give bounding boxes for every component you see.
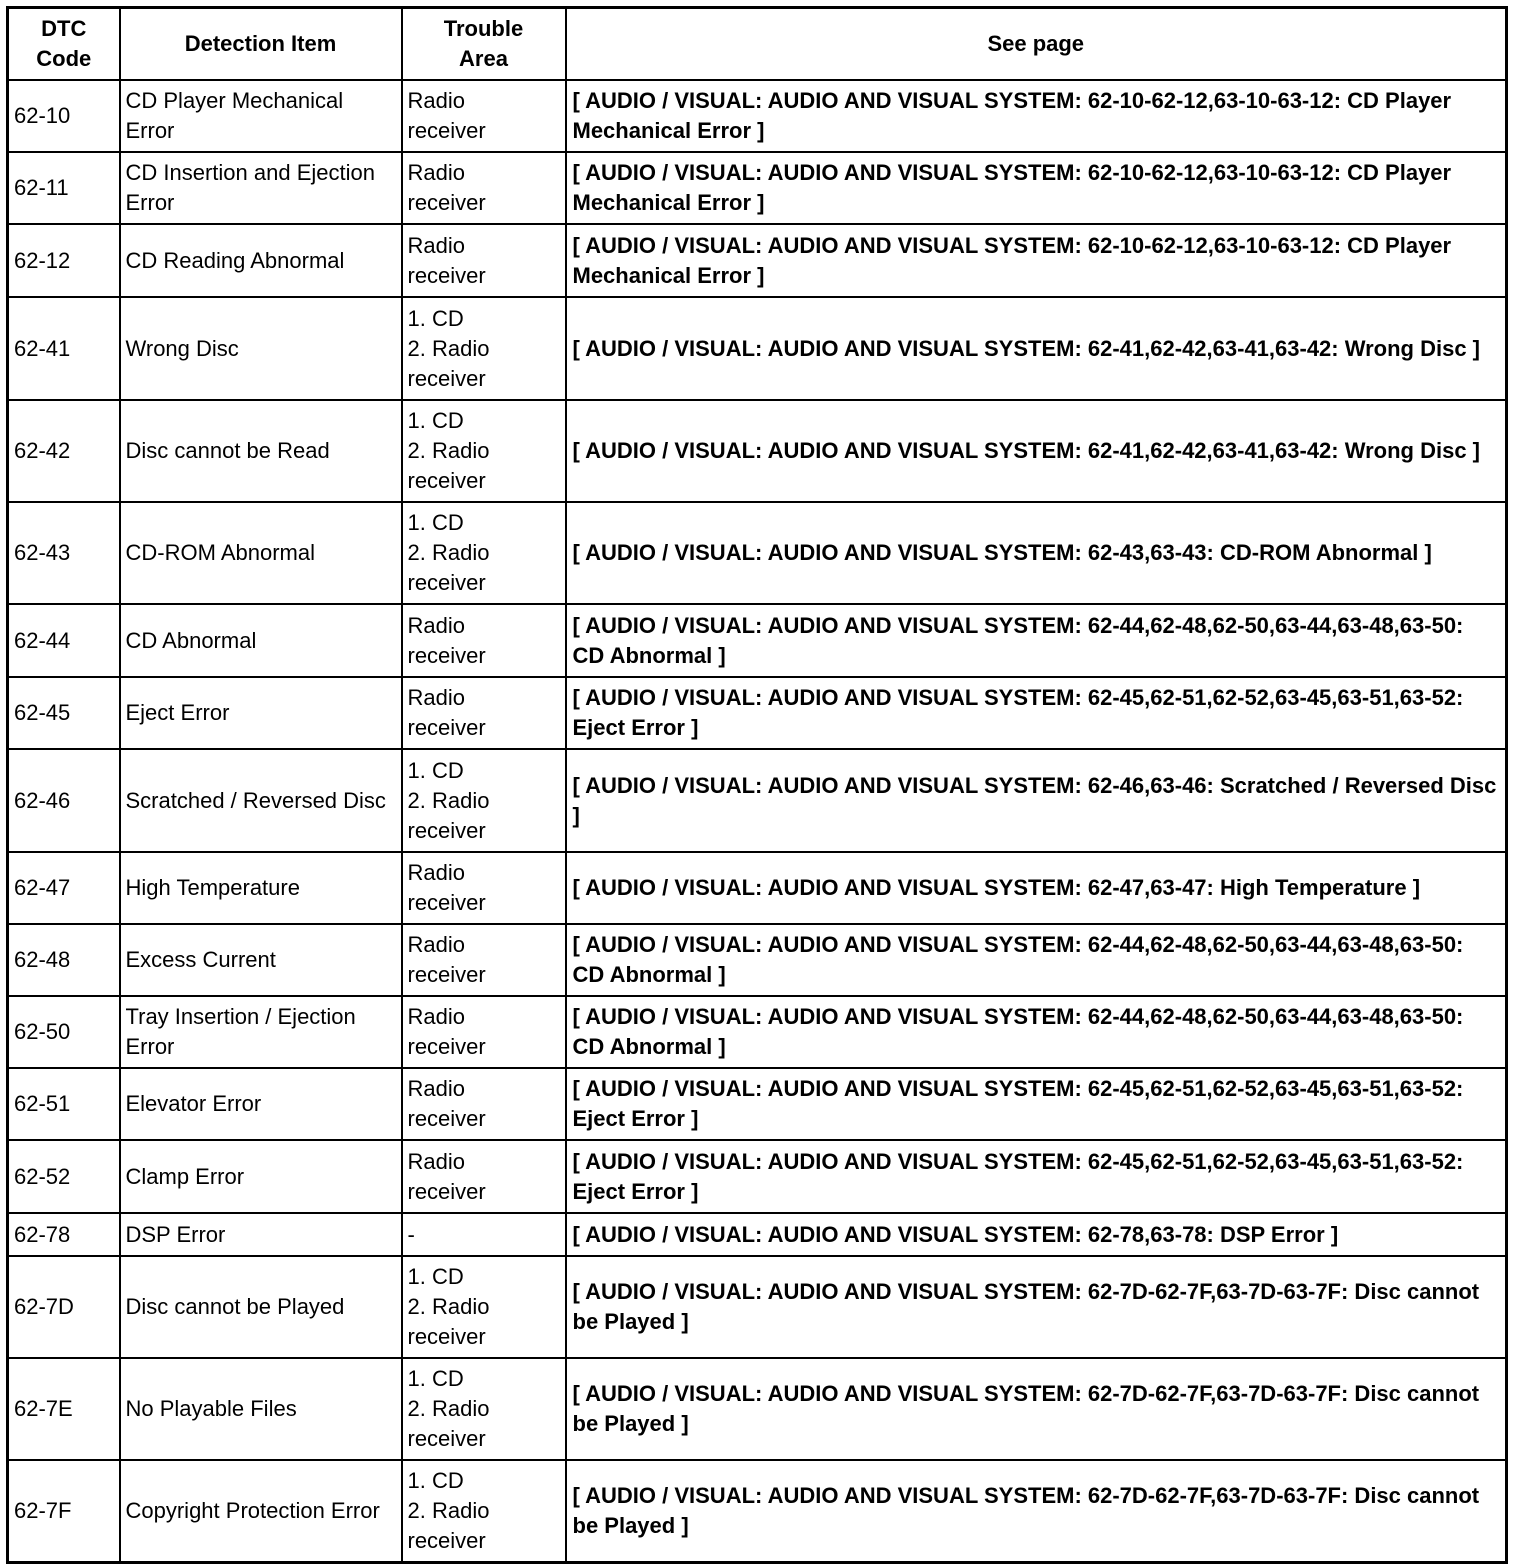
trouble-area-cell: Radio receiver (402, 1140, 566, 1213)
see-page-link[interactable]: [ AUDIO / VISUAL: AUDIO AND VISUAL SYSTEM: 62-44,62-48,62-50,63-44,63-48,63-50: CD Abnormal ] (566, 996, 1507, 1068)
dtc-code-cell: 62-47 (8, 852, 120, 924)
trouble-area-cell: Radio receiver (402, 152, 566, 224)
detection-item-cell: Wrong Disc (120, 297, 402, 400)
see-page-link[interactable]: [ AUDIO / VISUAL: AUDIO AND VISUAL SYSTEM: 62-45,62-51,62-52,63-45,63-51,63-52: Eject Error ] (566, 677, 1507, 749)
see-page-link[interactable]: [ AUDIO / VISUAL: AUDIO AND VISUAL SYSTEM: 62-46,63-46: Scratched / Reversed Disc ] (566, 749, 1507, 852)
trouble-area-cell: 1. CD 2. Radio receiver (402, 1460, 566, 1562)
detection-item-cell: CD Abnormal (120, 604, 402, 677)
header-trouble-area: Trouble Area (402, 8, 566, 81)
trouble-area-cell: Radio receiver (402, 80, 566, 152)
table-row (8, 297, 1507, 400)
see-page-link[interactable]: [ AUDIO / VISUAL: AUDIO AND VISUAL SYSTEM: 62-44,62-48,62-50,63-44,63-48,63-50: CD Abnormal ] (566, 604, 1507, 677)
table-row (8, 224, 1507, 297)
table-row (8, 1460, 1507, 1562)
header-detection-item: Detection Item (120, 8, 402, 81)
trouble-area-cell: 1. CD 2. Radio receiver (402, 749, 566, 852)
detection-item-cell: CD Player Mechanical Error (120, 80, 402, 152)
see-page-link[interactable]: [ AUDIO / VISUAL: AUDIO AND VISUAL SYSTEM: 62-10-62-12,63-10-63-12: CD Player Mechanical Error ] (566, 224, 1507, 297)
table-row (8, 604, 1507, 677)
trouble-area-cell: 1. CD 2. Radio receiver (402, 502, 566, 604)
detection-item-cell: No Playable Files (120, 1358, 402, 1460)
trouble-area-cell: - (402, 1213, 566, 1256)
dtc-code-cell: 62-7F (8, 1460, 120, 1562)
see-page-link[interactable]: [ AUDIO / VISUAL: AUDIO AND VISUAL SYSTEM: 62-41,62-42,63-41,63-42: Wrong Disc ] (566, 297, 1507, 400)
table-row (8, 852, 1507, 924)
trouble-area-cell: 1. CD 2. Radio receiver (402, 1256, 566, 1358)
trouble-area-cell: Radio receiver (402, 224, 566, 297)
table-row (8, 996, 1507, 1068)
see-page-link[interactable]: [ AUDIO / VISUAL: AUDIO AND VISUAL SYSTEM: 62-45,62-51,62-52,63-45,63-51,63-52: Eject Error ] (566, 1068, 1507, 1140)
dtc-table (6, 6, 1508, 1564)
header-see-page: See page (566, 8, 1507, 81)
trouble-area-cell: 1. CD 2. Radio receiver (402, 1358, 566, 1460)
dtc-code-cell: 62-42 (8, 400, 120, 502)
detection-item-cell: Disc cannot be Played (120, 1256, 402, 1358)
table-row (8, 1256, 1507, 1358)
table-row (8, 924, 1507, 996)
detection-item-cell: DSP Error (120, 1213, 402, 1256)
dtc-code-cell: 62-51 (8, 1068, 120, 1140)
table-row (8, 677, 1507, 749)
trouble-area-cell: Radio receiver (402, 677, 566, 749)
see-page-link[interactable]: [ AUDIO / VISUAL: AUDIO AND VISUAL SYSTEM: 62-7D-62-7F,63-7D-63-7F: Disc cannot be Played ] (566, 1358, 1507, 1460)
trouble-area-cell: Radio receiver (402, 852, 566, 924)
detection-item-cell: CD Reading Abnormal (120, 224, 402, 297)
detection-item-cell: Eject Error (120, 677, 402, 749)
dtc-code-cell: 62-7E (8, 1358, 120, 1460)
trouble-area-cell: Radio receiver (402, 924, 566, 996)
table-row (8, 400, 1507, 502)
detection-item-cell: Clamp Error (120, 1140, 402, 1213)
see-page-link[interactable]: [ AUDIO / VISUAL: AUDIO AND VISUAL SYSTEM: 62-78,63-78: DSP Error ] (566, 1213, 1507, 1256)
dtc-code-cell: 62-46 (8, 749, 120, 852)
table-row (8, 502, 1507, 604)
see-page-link[interactable]: [ AUDIO / VISUAL: AUDIO AND VISUAL SYSTEM: 62-43,63-43: CD-ROM Abnormal ] (566, 502, 1507, 604)
see-page-link[interactable]: [ AUDIO / VISUAL: AUDIO AND VISUAL SYSTEM: 62-7D-62-7F,63-7D-63-7F: Disc cannot be Played ] (566, 1256, 1507, 1358)
detection-item-cell: Tray Insertion / Ejection Error (120, 996, 402, 1068)
detection-item-cell: Excess Current (120, 924, 402, 996)
dtc-code-cell: 62-44 (8, 604, 120, 677)
see-page-link[interactable]: [ AUDIO / VISUAL: AUDIO AND VISUAL SYSTEM: 62-10-62-12,63-10-63-12: CD Player Mechanical Error ] (566, 152, 1507, 224)
dtc-code-cell: 62-48 (8, 924, 120, 996)
table-row (8, 749, 1507, 852)
see-page-link[interactable]: [ AUDIO / VISUAL: AUDIO AND VISUAL SYSTEM: 62-45,62-51,62-52,63-45,63-51,63-52: Eject Error ] (566, 1140, 1507, 1213)
dtc-code-cell: 62-78 (8, 1213, 120, 1256)
trouble-area-cell: Radio receiver (402, 604, 566, 677)
see-page-link[interactable]: [ AUDIO / VISUAL: AUDIO AND VISUAL SYSTEM: 62-10-62-12,63-10-63-12: CD Player Mechanical Error ] (566, 80, 1507, 152)
table-row (8, 1068, 1507, 1140)
see-page-link[interactable]: [ AUDIO / VISUAL: AUDIO AND VISUAL SYSTEM: 62-44,62-48,62-50,63-44,63-48,63-50: CD Abnormal ] (566, 924, 1507, 996)
see-page-link[interactable]: [ AUDIO / VISUAL: AUDIO AND VISUAL SYSTEM: 62-47,63-47: High Temperature ] (566, 852, 1507, 924)
detection-item-cell: Disc cannot be Read (120, 400, 402, 502)
dtc-code-cell: 62-41 (8, 297, 120, 400)
trouble-area-cell: Radio receiver (402, 1068, 566, 1140)
see-page-link[interactable]: [ AUDIO / VISUAL: AUDIO AND VISUAL SYSTEM: 62-41,62-42,63-41,63-42: Wrong Disc ] (566, 400, 1507, 502)
table-row (8, 1213, 1507, 1256)
table-row (8, 1358, 1507, 1460)
trouble-area-cell: 1. CD 2. Radio receiver (402, 297, 566, 400)
dtc-code-cell: 62-50 (8, 996, 120, 1068)
trouble-area-cell: 1. CD 2. Radio receiver (402, 400, 566, 502)
dtc-code-cell: 62-11 (8, 152, 120, 224)
dtc-code-cell: 62-45 (8, 677, 120, 749)
dtc-code-cell: 62-43 (8, 502, 120, 604)
table-row (8, 80, 1507, 152)
header-dtc-code: DTC Code (8, 8, 120, 81)
detection-item-cell: Copyright Protection Error (120, 1460, 402, 1562)
dtc-code-cell: 62-7D (8, 1256, 120, 1358)
detection-item-cell: Elevator Error (120, 1068, 402, 1140)
table-header-row (8, 8, 1507, 81)
detection-item-cell: High Temperature (120, 852, 402, 924)
see-page-link[interactable]: [ AUDIO / VISUAL: AUDIO AND VISUAL SYSTEM: 62-7D-62-7F,63-7D-63-7F: Disc cannot be Played ] (566, 1460, 1507, 1562)
detection-item-cell: Scratched / Reversed Disc (120, 749, 402, 852)
dtc-code-cell: 62-10 (8, 80, 120, 152)
dtc-code-cell: 62-52 (8, 1140, 120, 1213)
table-row (8, 152, 1507, 224)
dtc-code-cell: 62-12 (8, 224, 120, 297)
table-row (8, 1140, 1507, 1213)
trouble-area-cell: Radio receiver (402, 996, 566, 1068)
detection-item-cell: CD-ROM Abnormal (120, 502, 402, 604)
detection-item-cell: CD Insertion and Ejection Error (120, 152, 402, 224)
